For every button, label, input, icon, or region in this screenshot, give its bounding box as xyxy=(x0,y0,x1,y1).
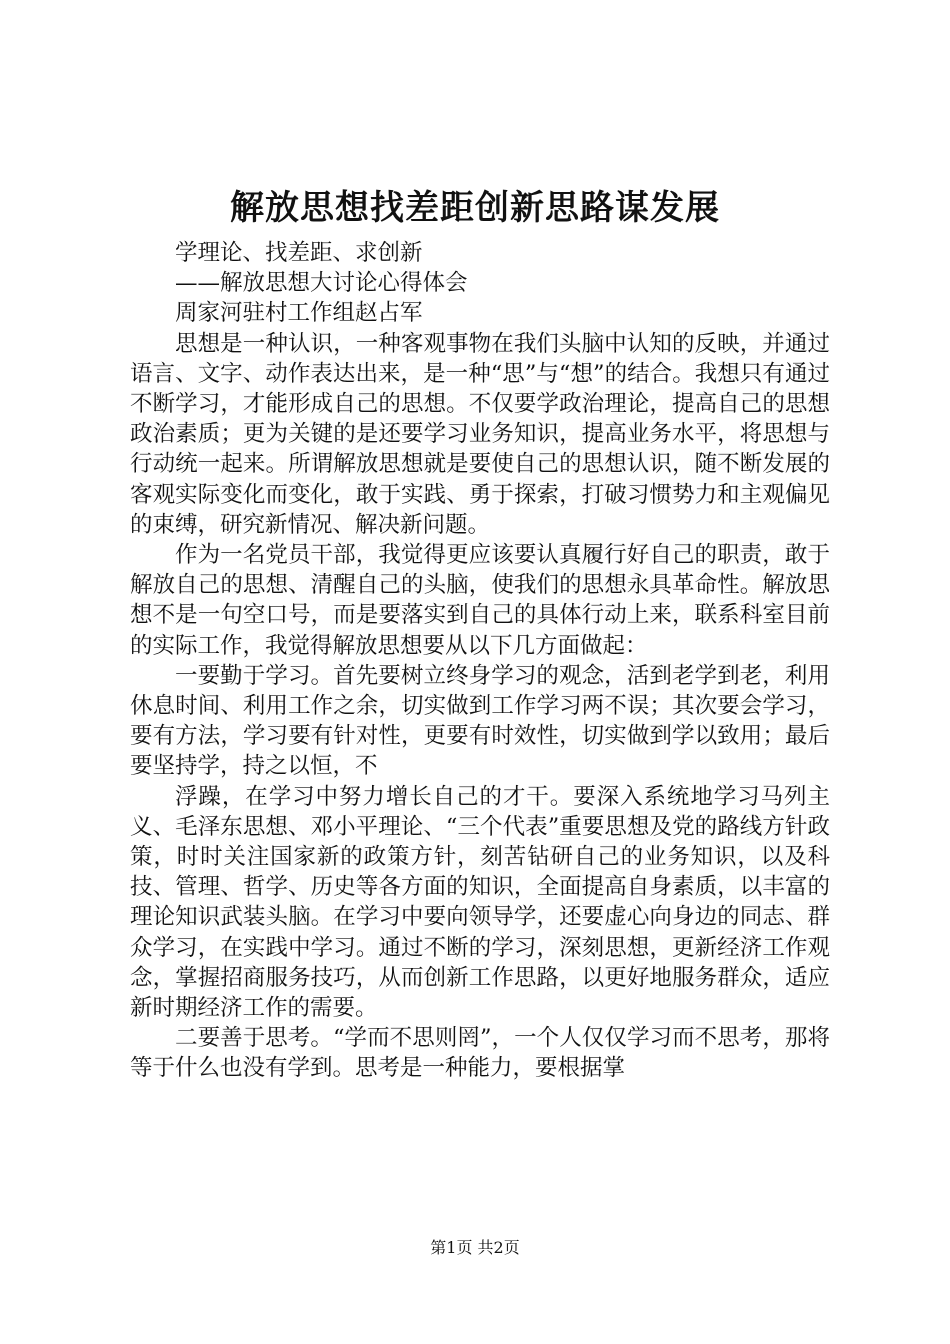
body-paragraph: 思想是一种认识，一种客观事物在我们头脑中认知的反映，并通过语言、文字、动作表达出来，是一种“思”与“想”的结合。我想只有通过不断学习，才能形成自己的思想。不仅要学政治理论，提高自己的思想政治素质；更为关键的是还要学习业务知识，提高业务水平，将思想与行动统一起来。所谓解放思想就是要使自己的思想认识，随不断发展的客观实际变化而变化，敢于实践、勇于探索，打破习惯势力和主观偏见的束缚，研究新情况、解决新问题。 xyxy=(130,330,830,538)
subtitle-line: ——解放思想大讨论心得体会 xyxy=(175,270,468,297)
body-paragraph: 作为一名党员干部，我觉得更应该要认真履行好自己的职责，敢于解放自己的思想、清醒自己的头脑，使我们的思想永具革命性。解放思想不是一句空口号，而是要落实到自己的具体行动上来，联系科室目前的实际工作，我觉得解放思想要从以下几方面做起： xyxy=(130,542,830,659)
body-paragraph: 一要勤于学习。首先要树立终身学习的观念，活到老学到老，利用休息时间、利用工作之余，切实做到工作学习两不误；其次要会学习，要有方法，学习要有针对性，更要有时效性，切实做到学以致用；最后要坚持学，持之以恒，不 xyxy=(130,662,830,780)
author-line: 周家河驻村工作组赵占军 xyxy=(175,300,423,327)
document-title: 解放思想找差距创新思路谋发展 xyxy=(230,188,720,228)
subtitle-line: 学理论、找差距、求创新 xyxy=(175,240,423,266)
page-indicator: 第1页 共2页 xyxy=(430,1238,520,1257)
document-body xyxy=(130,238,830,1084)
body-paragraph: 二要善于思考。“学而不思则罔”，一个人仅仅学习而不思考，那将等于什么也没有学到。思考是一种能力，要根据掌 xyxy=(130,1025,830,1082)
body-paragraph: 浮躁，在学习中努力增长自己的才干。要深入系统地学习马列主义、毛泽东思想、邓小平理论、“三个代表”重要思想及党的路线方针政策，时时关注国家新的政策方针，刻苦钻研自己的业务知识，以及科技、管理、哲学、历史等各方面的知识，全面提高自身素质，以丰富的理论知识武装头脑。在学习中要向领导学，还要虚心向身边的同志、群众学习，在实践中学习。通过不断的学习，深刻思想，更新经济工作观念，掌握招商服务技巧，从而创新工作思路，以更好地服务群众，适应新时期经济工作的需要。 xyxy=(130,783,830,1022)
